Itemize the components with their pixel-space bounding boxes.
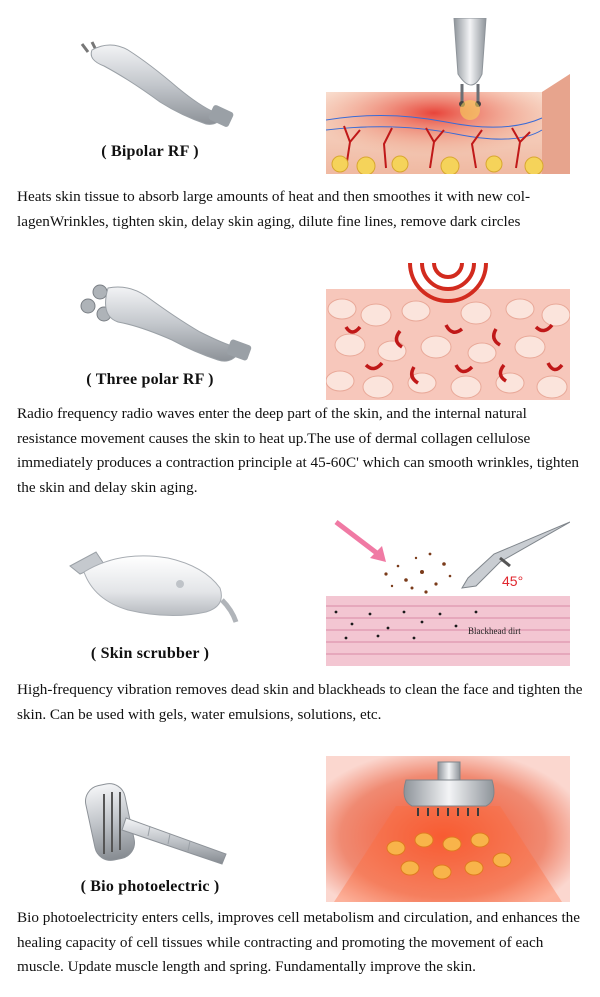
- bio-photoelectric-description: Bio photoelectricity enters cells, improves cell metabolism and circulation, and enhances the healing capacity of cell tissues while contracting and promoting the movement of each muscle. Update muscle length and spring. Fundamentally improve the skin.: [17, 909, 581, 975]
- skin-scrubber-illustration: [326, 514, 570, 666]
- three-polar-rf-device-image: [0, 270, 300, 380]
- scrubber-dirt-label: Blackhead dirt: [468, 626, 521, 636]
- three-polar-rf-illustration: [326, 253, 570, 400]
- three-polar-rf-description: Radio frequency radio waves enter the deep part of the skin, and the internal natural resistance movement causes the skin to heat up.The use of dermal collagen cellulose immediately produces a contraction principle at 45-60C' which can smooth wrinkles, tighten the skin and delay skin aging.: [17, 405, 579, 496]
- bio-photoelectric-illustration: [326, 756, 570, 902]
- bipolar-rf-description: Heats skin tissue to absorb large amounts of heat and then smoothes it with new col-lagenWrinkles, tighten skin, delay skin aging, dilute fine lines, remove dark circles: [17, 188, 531, 230]
- bipolar-rf-illustration: [326, 18, 570, 174]
- bio-photoelectric-title: ( Bio photoelectric ): [80, 878, 220, 895]
- three-polar-rf-title: ( Three polar RF ): [86, 371, 214, 388]
- skin-scrubber-device-image: [0, 530, 300, 640]
- scrubber-angle-label: 45°: [502, 573, 524, 589]
- bipolar-rf-device-image: [0, 30, 300, 140]
- skin-scrubber-title: ( Skin scrubber ): [90, 645, 210, 662]
- skin-scrubber-description: High-frequency vibration removes dead skin and blackheads to clean the face and tighten the skin. Can be used with gels, water emulsions, solutions, etc.: [17, 681, 583, 723]
- section-bio-photoelectric: [0, 740, 600, 997]
- section-skin-scrubber: [0, 500, 600, 740]
- bio-photoelectric-device-image: [0, 758, 300, 878]
- bipolar-rf-title: ( Bipolar RF ): [101, 143, 199, 160]
- section-three-polar-rf: [0, 240, 600, 500]
- section-bipolar-rf: [0, 0, 600, 240]
